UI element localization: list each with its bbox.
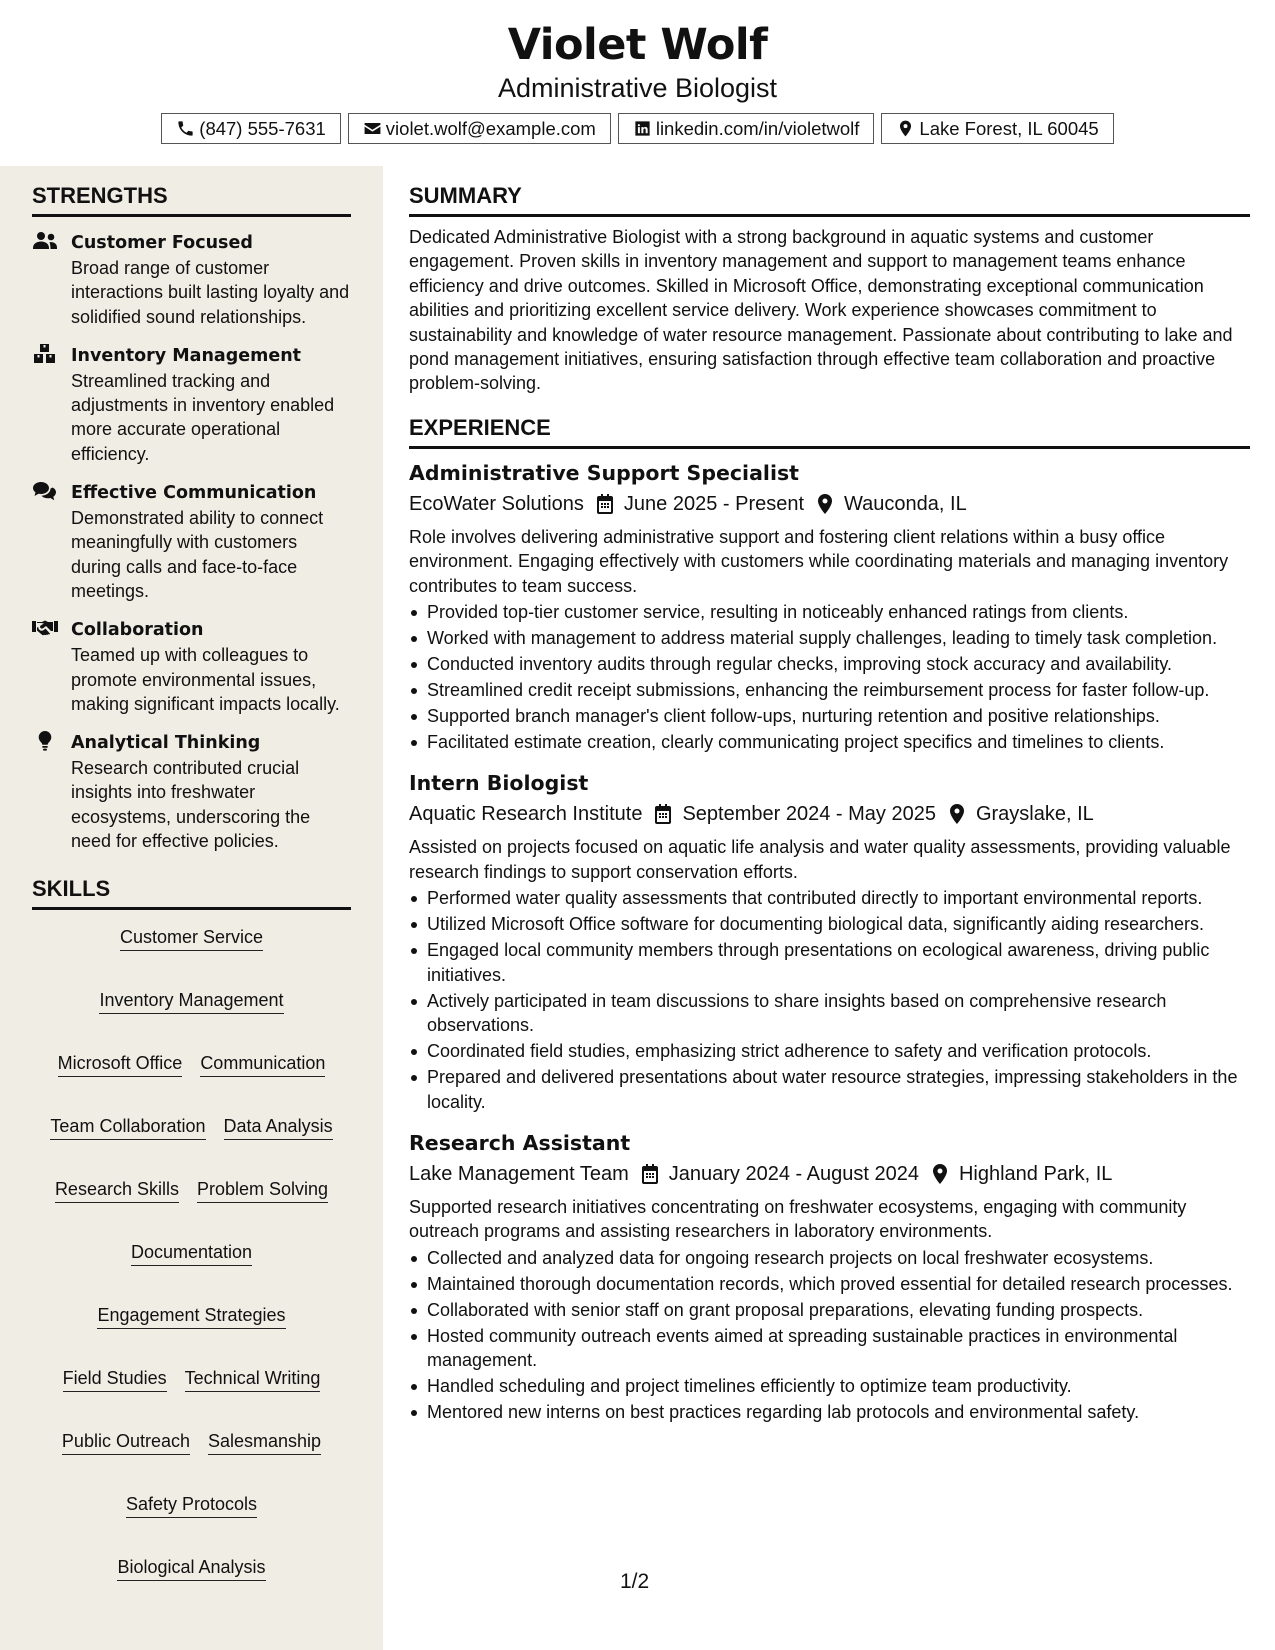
contact-text: linkedin.com/in/violetwolf xyxy=(655,117,860,139)
list-item: Engaged local community members through presentations on ecological awareness, driving public initiatives. xyxy=(409,938,1250,987)
map-pin-icon xyxy=(896,119,915,138)
job-entry xyxy=(409,768,1250,1113)
skill-tag: Field Studies xyxy=(63,1367,167,1392)
strength-desc: Broad range of customer interactions built lasting loyalty and solidified sound relationships. xyxy=(71,258,350,327)
summary-heading: SUMMARY xyxy=(409,183,1250,217)
strength-title: Inventory Management xyxy=(71,345,302,366)
contact-location[interactable] xyxy=(881,113,1113,144)
strength-title: Customer Focused xyxy=(71,233,253,253)
contact-text: (847) 555-7631 xyxy=(199,117,326,139)
map-pin-icon xyxy=(931,1164,959,1184)
job-entry xyxy=(409,458,1250,755)
list-item: Collected and analyzed data for ongoing research projects on local freshwater ecosystems. xyxy=(409,1246,1250,1270)
skills-heading: SKILLS xyxy=(32,876,351,910)
skill-tag: Documentation xyxy=(131,1241,252,1266)
skill-tag: Team Collaboration xyxy=(50,1115,205,1140)
contact-email[interactable] xyxy=(348,113,611,144)
list-item: Actively participated in team discussions to share insights based on comprehensive research observations. xyxy=(409,989,1250,1038)
job-meta xyxy=(409,489,1250,519)
list-item: Coordinated field studies, emphasizing strict adherence to safety and verification protocols. xyxy=(409,1039,1250,1063)
skill-tag: Biological Analysis xyxy=(117,1556,265,1581)
job-company: EcoWater Solutions xyxy=(409,492,584,515)
users-icon xyxy=(32,231,58,251)
page-number: 1/2 xyxy=(620,1570,650,1593)
calendar-icon xyxy=(641,1164,669,1184)
strength-item xyxy=(32,617,351,716)
strength-title: Effective Communication xyxy=(71,483,317,504)
job-location: Highland Park, IL xyxy=(958,1162,1113,1185)
strengths-heading: STRENGTHS xyxy=(32,183,351,217)
list-item: Conducted inventory audits through regular checks, improving stock accuracy and availability. xyxy=(409,652,1250,676)
skill-tag: Data Analysis xyxy=(224,1115,333,1140)
handshake-icon xyxy=(32,618,58,638)
job-company: Lake Management Team xyxy=(409,1162,629,1185)
list-item: Worked with management to address material supply challenges, leading to timely task completion. xyxy=(409,626,1250,650)
contact-bar xyxy=(0,113,1275,144)
job-title: Research Assistant xyxy=(409,1130,631,1155)
job-title: Intern Biologist xyxy=(409,771,589,796)
strength-desc: Demonstrated ability to connect meaningfully with customers during calls and face-to-face meetings. xyxy=(71,508,324,601)
skill-tag: Communication xyxy=(200,1052,325,1077)
candidate-name: Violet Wolf xyxy=(507,20,768,70)
job-company: Aquatic Research Institute xyxy=(409,803,643,826)
contact-text: Lake Forest, IL 60045 xyxy=(919,117,1099,139)
strength-item xyxy=(32,343,351,466)
skill-tag: Research Skills xyxy=(55,1178,179,1203)
job-bullets xyxy=(409,886,1250,1114)
strength-item xyxy=(32,230,351,329)
resume-header xyxy=(0,0,1275,166)
skill-tag: Microsoft Office xyxy=(58,1052,183,1077)
map-pin-icon xyxy=(816,494,844,514)
strength-title: Analytical Thinking xyxy=(71,733,261,754)
strength-desc: Teamed up with colleagues to promote environmental issues, making significant impacts locally. xyxy=(71,645,340,714)
contact-text: violet.wolf@example.com xyxy=(385,117,596,139)
lightbulb-icon xyxy=(32,731,58,751)
list-item: Utilized Microsoft Office software for documenting biological data, significantly aiding researchers. xyxy=(409,912,1250,936)
list-item: Supported branch manager's client follow-ups, nurturing retention and positive relationships. xyxy=(409,704,1250,728)
skill-tag: Inventory Management xyxy=(99,989,283,1014)
skill-tag: Technical Writing xyxy=(185,1367,321,1392)
job-location: Grayslake, IL xyxy=(975,803,1094,826)
list-item: Maintained thorough documentation records, which proved essential for detailed research processes. xyxy=(409,1272,1250,1296)
job-meta xyxy=(409,1159,1250,1189)
strength-desc: Streamlined tracking and adjustments in inventory enabled more accurate operational efficiency. xyxy=(71,370,335,464)
list-item: Mentored new interns on best practices regarding lab protocols and environmental safety. xyxy=(409,1400,1250,1424)
skill-tag: Public Outreach xyxy=(62,1430,190,1455)
skill-tag: Engagement Strategies xyxy=(97,1304,285,1329)
job-meta xyxy=(409,799,1250,829)
list-item: Provided top-tier customer service, resulting in noticeably enhanced ratings from clients. xyxy=(409,600,1250,624)
list-item: Prepared and delivered presentations about water resource strategies, impressing stakeholders in the locality. xyxy=(409,1065,1250,1114)
skill-tag: Problem Solving xyxy=(197,1178,328,1203)
job-bullets xyxy=(409,600,1250,754)
linkedin-icon xyxy=(633,119,652,138)
strengths-list xyxy=(32,230,351,853)
strength-title: Collaboration xyxy=(71,620,204,641)
strength-item xyxy=(32,730,351,853)
main-content xyxy=(383,166,1275,1650)
sidebar xyxy=(0,166,383,1650)
list-item: Streamlined credit receipt submissions, enhancing the reimbursement process for faster follow-up. xyxy=(409,678,1250,702)
skill-tag: Customer Service xyxy=(120,926,263,951)
job-entry xyxy=(409,1128,1250,1425)
job-title: Administrative Support Specialist xyxy=(409,460,799,485)
job-description: Supported research initiatives concentrating on freshwater ecosystems, engaging with community outreach programs and assisting researchers in laboratory environments. xyxy=(409,1196,1187,1242)
list-item: Handled scheduling and project timelines efficiently to optimize team productivity. xyxy=(409,1374,1250,1398)
strength-item xyxy=(32,480,351,603)
calendar-icon xyxy=(596,494,624,514)
chat-bubbles-icon xyxy=(32,481,58,501)
contact-linkedin[interactable] xyxy=(618,113,875,144)
phone-icon xyxy=(176,119,195,138)
skill-tag: Safety Protocols xyxy=(126,1493,257,1518)
experience-heading: EXPERIENCE xyxy=(409,415,1250,449)
calendar-icon xyxy=(654,804,682,824)
envelope-icon xyxy=(363,119,382,138)
contact-phone[interactable] xyxy=(161,113,341,144)
list-item: Collaborated with senior staff on grant proposal preparations, elevating funding prospects. xyxy=(409,1298,1250,1322)
list-item: Facilitated estimate creation, clearly communicating project specifics and timelines to clients. xyxy=(409,730,1250,754)
map-pin-icon xyxy=(948,804,976,824)
strength-desc: Research contributed crucial insights into freshwater ecosystems, underscoring the need for effective policies. xyxy=(71,758,311,852)
job-dates: September 2024 - May 2025 xyxy=(682,803,936,826)
job-bullets xyxy=(409,1246,1250,1425)
list-item: Hosted community outreach events aimed at spreading sustainable practices in environmental management. xyxy=(409,1324,1250,1373)
summary-text: Dedicated Administrative Biologist with a strong background in aquatic systems and customer engagement. Proven skills in inventory management and support to management teams enhance efficiency and drive outcomes. Skilled in Microsoft Office, demonstrating exceptional communication abilities and prioritizing excellent service delivery. Work experience showcases commitment to sustainability and knowledge of water resource management. Passionate about contributing to lake and pond management initiatives, ensuring satisfaction through effective team collaboration and proactive problem-solving. xyxy=(409,227,1233,394)
boxes-icon xyxy=(32,344,58,364)
candidate-title: Administrative Biologist xyxy=(497,73,778,103)
list-item: Performed water quality assessments that contributed directly to important environmental reports. xyxy=(409,886,1250,910)
job-description: Role involves delivering administrative support and fostering client relations within a busy office environment. Engaging effectively with customers while coordinating materials and managing inventory contributes to team success. xyxy=(409,526,1229,596)
job-location: Wauconda, IL xyxy=(844,492,967,515)
job-dates: June 2025 - Present xyxy=(623,492,805,515)
skill-tag: Salesmanship xyxy=(208,1430,321,1455)
skills-list xyxy=(32,926,351,1581)
job-description: Assisted on projects focused on aquatic life analysis and water quality assessments, providing valuable research findings to support conservation efforts. xyxy=(409,837,1231,882)
job-dates: January 2024 - August 2024 xyxy=(668,1162,919,1185)
